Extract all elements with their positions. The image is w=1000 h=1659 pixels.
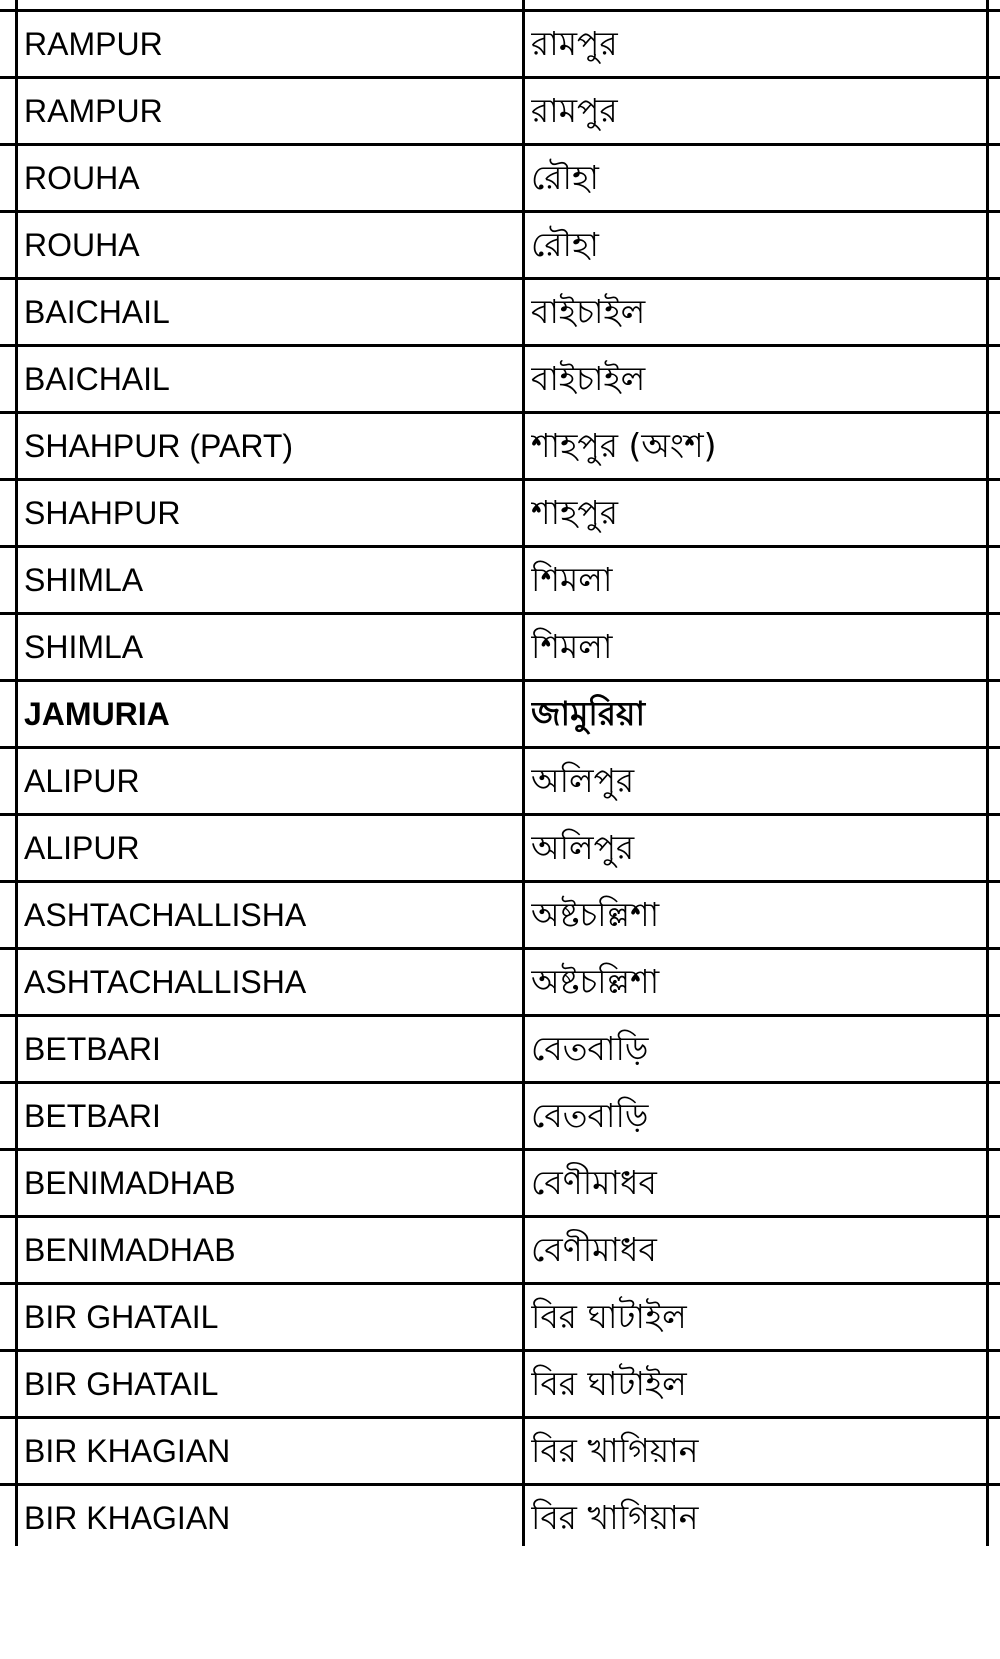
row-divider — [0, 947, 1000, 950]
english-name-cell: BIR GHATAIL — [24, 1298, 219, 1335]
english-name-cell: BIR GHATAIL — [24, 1365, 219, 1402]
row-divider — [0, 679, 1000, 682]
bengali-name-cell: বির ঘাটাইল — [531, 1297, 687, 1336]
table-right-border — [986, 0, 989, 1546]
english-name-cell: SHAHPUR — [24, 494, 181, 531]
english-name-cell: SHIMLA — [24, 561, 144, 598]
bengali-name-cell: শাহপুর (অংশ) — [531, 426, 717, 465]
english-name-cell: BENIMADHAB — [24, 1164, 236, 1201]
bengali-name-cell: বির খাগিয়ান — [531, 1498, 699, 1537]
row-divider — [0, 478, 1000, 481]
bengali-name-cell: বেতবাড়ি — [531, 1096, 649, 1135]
row-divider — [0, 143, 1000, 146]
english-name-cell: ALIPUR — [24, 762, 140, 799]
row-divider — [0, 344, 1000, 347]
english-name-cell: BENIMADHAB — [24, 1231, 236, 1268]
row-divider — [0, 277, 1000, 280]
row-divider — [0, 1416, 1000, 1419]
row-divider — [0, 545, 1000, 548]
bengali-name-cell: শিমলা — [531, 627, 613, 666]
english-name-cell: ROUHA — [24, 226, 140, 263]
bengali-name-cell: বির খাগিয়ান — [531, 1431, 699, 1470]
english-name-cell: SHIMLA — [24, 628, 144, 665]
row-divider — [0, 76, 1000, 79]
bengali-name-cell: রৌহা — [531, 158, 599, 197]
english-name-cell: ASHTACHALLISHA — [24, 896, 307, 933]
english-name-cell: BIR KHAGIAN — [24, 1499, 231, 1536]
table-column-divider — [522, 0, 525, 1546]
bengali-name-cell: রামপুর — [531, 91, 618, 130]
row-divider — [0, 1081, 1000, 1084]
row-divider — [0, 880, 1000, 883]
row-divider — [0, 1483, 1000, 1486]
bengali-name-cell: বেণীমাধব — [531, 1163, 657, 1202]
bengali-name-cell: বাইচাইল — [531, 292, 646, 331]
row-divider — [0, 210, 1000, 213]
row-divider — [0, 612, 1000, 615]
row-divider — [0, 9, 1000, 12]
bengali-name-cell: অলিপুর — [531, 828, 635, 867]
bengali-name-cell: বাইচাইল — [531, 359, 646, 398]
bengali-name-cell: রামপুর — [531, 24, 618, 63]
english-name-cell: BETBARI — [24, 1030, 161, 1067]
bengali-name-cell: অলিপুর — [531, 761, 635, 800]
bengali-name-cell: রৌহা — [531, 225, 599, 264]
row-divider — [0, 1349, 1000, 1352]
row-divider — [0, 411, 1000, 414]
english-name-cell: BAICHAIL — [24, 293, 170, 330]
english-name-cell: ASHTACHALLISHA — [24, 963, 307, 1000]
bengali-name-cell: বেণীমাধব — [531, 1230, 657, 1269]
english-name-cell: JAMURIA — [24, 695, 170, 732]
bengali-name-cell: বেতবাড়ি — [531, 1029, 649, 1068]
row-divider — [0, 746, 1000, 749]
english-name-cell: SHAHPUR (PART) — [24, 427, 294, 464]
row-divider — [0, 1014, 1000, 1017]
table-left-border — [15, 0, 18, 1546]
row-divider — [0, 1215, 1000, 1218]
english-name-cell: BETBARI — [24, 1097, 161, 1134]
english-name-cell: ROUHA — [24, 159, 140, 196]
row-divider — [0, 1148, 1000, 1151]
bengali-name-cell: শিমলা — [531, 560, 613, 599]
row-divider — [0, 1282, 1000, 1285]
english-name-cell: RAMPUR — [24, 25, 163, 62]
bengali-name-cell: অষ্টচল্লিশা — [531, 895, 660, 934]
english-name-cell: RAMPUR — [24, 92, 163, 129]
bengali-name-cell: বির ঘাটাইল — [531, 1364, 687, 1403]
english-name-cell: BAICHAIL — [24, 360, 170, 397]
bengali-name-cell: শাহপুর — [531, 493, 618, 532]
english-name-cell: ALIPUR — [24, 829, 140, 866]
bengali-name-cell: অষ্টচল্লিশা — [531, 962, 660, 1001]
row-divider — [0, 813, 1000, 816]
bengali-name-cell: জামুরিয়া — [531, 694, 646, 733]
english-name-cell: BIR KHAGIAN — [24, 1432, 231, 1469]
